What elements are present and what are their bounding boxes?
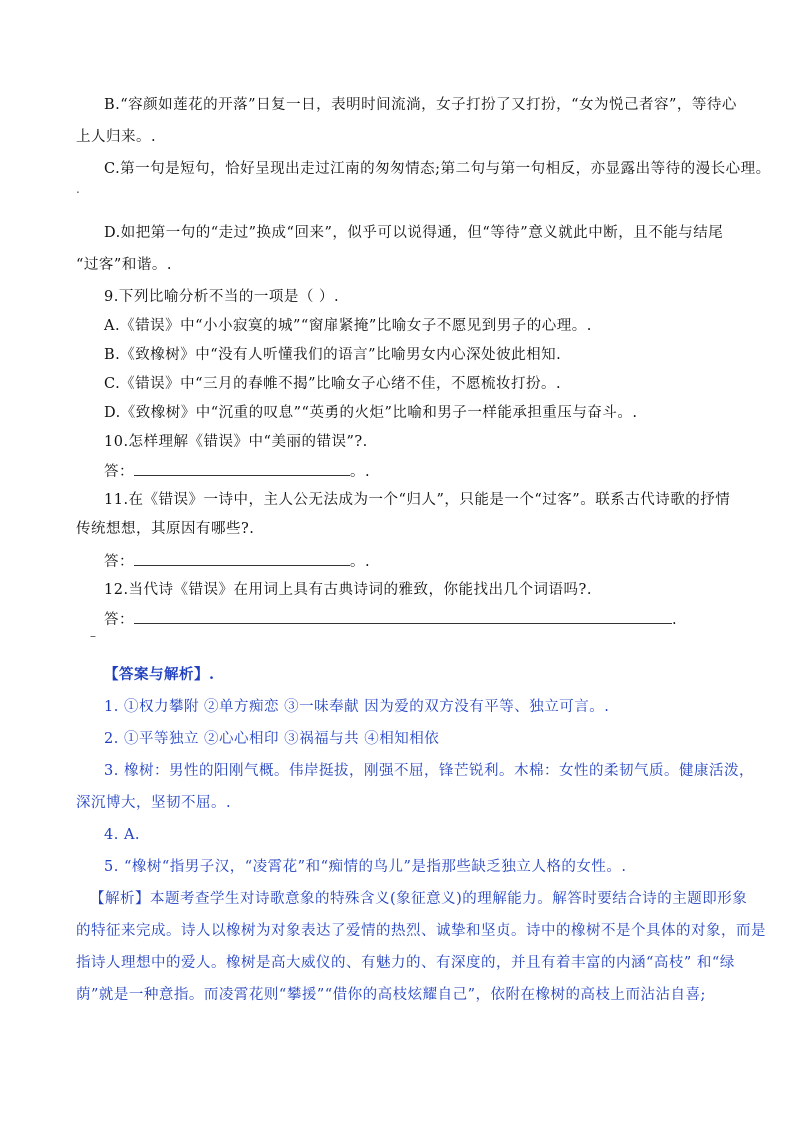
paragraph-mark: .: [76, 182, 80, 196]
question-9-option-b: B.《致橡树》中“没有人听懂我们的语言”比喻男女内心深处彼此相知.: [104, 347, 562, 363]
option-c-line1: C.第一句是短句，恰好呈现出走过江南的匆匆情态;第二句与第一句相反，亦显露出等待的漫长心理。: [104, 161, 771, 177]
answer-3-line1: 3. 橡树：男性的阳刚气概。伟岸挺拔，刚强不屈，锋芒锐利。木棉：女性的柔韧气质。健康活泼，: [104, 763, 754, 779]
question-9-option-d: D.《致橡树》中“沉重的叹息”“英勇的火炬”比喻和男子一样能承担重压与奋斗。.: [104, 405, 638, 421]
question-11-line2: 传统想想，其原因有哪些?.: [76, 521, 255, 537]
option-d-line2: “过客”和谐。.: [76, 257, 172, 273]
paragraph-mark: –: [90, 629, 96, 643]
answer-blank[interactable]: [134, 609, 672, 624]
question-10: 10.怎样理解《错误》中“美丽的错误”?.: [104, 434, 368, 450]
answer-end: .: [672, 612, 678, 628]
answer-2: 2. ①平等独立 ②心心相印 ③祸福与共 ④相知相依: [104, 731, 440, 747]
answer-1: 1. ①权力攀附 ②单方痴恋 ③一味奉献 因为爱的双方没有平等、独立可言。.: [104, 699, 610, 715]
answer-blank[interactable]: [134, 551, 350, 566]
question-11-answer-line: [104, 551, 370, 572]
answer-3-line2: 深沉博大，坚韧不屈。.: [76, 795, 232, 811]
answer-end: 。.: [350, 464, 371, 480]
answer-label: 答：: [104, 464, 134, 480]
analysis-line4: 荫”就是一种意指。而凌霄花则“攀援”“借你的高枝炫耀自己”，依附在橡树的高枝上而沾沾自喜;: [76, 987, 706, 1003]
answers-header: 【答案与解析】.: [104, 666, 215, 683]
option-b-line2: 上人归来。.: [76, 129, 157, 145]
question-9: 9.下列比喻分析不当的一项是（ ）.: [104, 289, 340, 305]
answer-label: 答：: [104, 612, 134, 628]
question-12: 12.当代诗《错误》在用词上具有古典诗词的雅致，你能找出几个词语吗?.: [104, 582, 592, 598]
question-12-answer-line: [104, 609, 677, 630]
answer-end: 。.: [350, 554, 371, 570]
analysis-line2: 的特征来完成。诗人以橡树为对象表达了爱情的热烈、诚挚和坚贞。诗中的橡树不是个具体的对象，而是: [76, 923, 766, 939]
option-b-line1: B.“容颜如莲花的开落”日复一日，表明时间流淌，女子打扮了又打扮，“女为悦己者容”，等待心: [104, 97, 737, 113]
question-9-option-a: A.《错误》中“小小寂寞的城”“窗扉紧掩”比喻女子不愿见到男子的心理。.: [104, 318, 592, 334]
analysis-line3: 指诗人理想中的爱人。橡树是高大威仪的、有魅力的、有深度的，并且有着丰富的内涵“高枝” 和“绿: [76, 955, 735, 971]
option-d-line1: D.如把第一句的“走过”换成“回来”，似乎可以说得通，但“等待”意义就此中断，且不能与结尾: [104, 225, 724, 241]
answer-label: 答：: [104, 554, 134, 570]
answer-5: 5. “橡树“指男子汉，“凌霄花”和“痴情的鸟儿”是指那些缺乏独立人格的女性。.: [104, 859, 627, 875]
answer-4: 4. A.: [104, 827, 141, 843]
question-10-answer-line: [104, 461, 370, 482]
question-9-option-c: C.《错误》中“三月的春帷不揭”比喻女子心绪不佳，不愿梳妆打扮。.: [104, 376, 562, 392]
analysis-line1: 【解析】本题考查学生对诗歌意象的特殊含义(象征意义)的理解能力。解答时要结合诗的主题即形象: [90, 891, 748, 907]
answer-blank[interactable]: [134, 461, 350, 476]
question-11-line1: 11.在《错误》一诗中，主人公无法成为一个“归人”，只能是一个“过客”。联系古代诗歌的抒情: [104, 492, 731, 508]
